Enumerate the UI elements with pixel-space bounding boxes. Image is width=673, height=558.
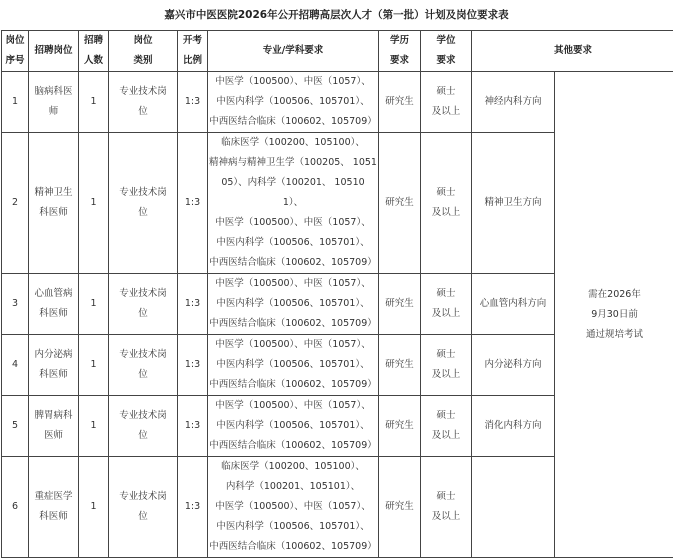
cell-post-line: 师	[29, 102, 78, 122]
cell-major-line: 中医学（100500）、中医（1057）、	[208, 72, 378, 92]
cell-major-line: 中医学（100500）、中医（1057）、	[208, 497, 378, 517]
cell-degree-line: 硕士	[421, 487, 471, 507]
cell-count: 1	[79, 457, 109, 558]
other-requirement-line: 需在2026年	[555, 285, 673, 305]
cell-degree-line: 硕士	[421, 345, 471, 365]
cell-education: 研究生	[379, 133, 421, 274]
cell-post	[29, 396, 79, 457]
cell-category-line: 位	[109, 426, 177, 446]
cell-category-line: 位	[109, 507, 177, 527]
cell-direction	[472, 457, 555, 558]
cell-seq: 4	[2, 335, 29, 396]
cell-ratio: 1:3	[178, 457, 208, 558]
cell-major-line: 中西医结合临床（100602、105709）	[208, 112, 378, 132]
cell-category-line: 位	[109, 304, 177, 324]
cell-category-line: 专业技术岗	[109, 406, 177, 426]
cell-degree-line: 硕士	[421, 284, 471, 304]
page-title: 嘉兴市中医医院2026年公开招聘高层次人才（第一批）计划及岗位要求表	[0, 0, 673, 30]
cell-degree	[421, 396, 472, 457]
cell-major	[208, 274, 379, 335]
cell-category	[109, 457, 178, 558]
cell-seq: 2	[2, 133, 29, 274]
cell-post-line: 心血管病	[29, 284, 78, 304]
cell-degree-line: 及以上	[421, 102, 471, 122]
cell-category-line: 专业技术岗	[109, 487, 177, 507]
header-other: 其他要求	[472, 31, 673, 72]
cell-major-line: 中医内科学（100506、105701）、	[208, 294, 378, 314]
cell-education: 研究生	[379, 457, 421, 558]
header-count: 招聘 人数	[79, 31, 109, 72]
cell-degree-line: 硕士	[421, 82, 471, 102]
cell-major	[208, 335, 379, 396]
cell-category-line: 专业技术岗	[109, 82, 177, 102]
cell-major-line: 中医学（100500）、中医（1057）、	[208, 396, 378, 416]
cell-count: 1	[79, 72, 109, 133]
cell-education: 研究生	[379, 72, 421, 133]
cell-major-line: 中医内科学（100506、105701）、	[208, 355, 378, 375]
cell-post-line: 内分泌病	[29, 345, 78, 365]
cell-direction: 神经内科方向	[472, 72, 555, 133]
cell-major-line: 05）、内科学（100201、 10510	[208, 173, 378, 193]
cell-category	[109, 133, 178, 274]
cell-post-line: 脾胃病科	[29, 406, 78, 426]
cell-direction: 心血管内科方向	[472, 274, 555, 335]
cell-count: 1	[79, 396, 109, 457]
cell-major	[208, 396, 379, 457]
cell-education: 研究生	[379, 335, 421, 396]
cell-direction: 内分泌科方向	[472, 335, 555, 396]
cell-category-line: 专业技术岗	[109, 345, 177, 365]
cell-degree-line: 及以上	[421, 203, 471, 223]
cell-major-line: 中医学（100500）、中医（1057）、	[208, 335, 378, 355]
cell-degree-line: 硕士	[421, 406, 471, 426]
header-education: 学历 要求	[379, 31, 421, 72]
cell-major-line: 中医内科学（100506、105701）、	[208, 233, 378, 253]
cell-count: 1	[79, 133, 109, 274]
header-degree: 学位 要求	[421, 31, 472, 72]
header-ratio: 开考 比例	[178, 31, 208, 72]
cell-post-line: 科医师	[29, 365, 78, 385]
cell-major-line: 中医学（100500）、中医（1057）、	[208, 274, 378, 294]
cell-degree	[421, 72, 472, 133]
cell-seq: 1	[2, 72, 29, 133]
cell-major-line: 中西医结合临床（100602、105709）	[208, 375, 378, 395]
cell-post	[29, 72, 79, 133]
cell-post-line: 医师	[29, 426, 78, 446]
cell-major-line: 中医内科学（100506、105701）、	[208, 517, 378, 537]
cell-seq: 5	[2, 396, 29, 457]
cell-major-line: 中西医结合临床（100602、105709）	[208, 537, 378, 557]
cell-category	[109, 335, 178, 396]
cell-count: 1	[79, 335, 109, 396]
cell-direction: 精神卫生方向	[472, 133, 555, 274]
cell-category	[109, 396, 178, 457]
cell-post-line: 精神卫生	[29, 183, 78, 203]
header-major: 专业/学科要求	[208, 31, 379, 72]
cell-ratio: 1:3	[178, 274, 208, 335]
cell-degree-line: 及以上	[421, 365, 471, 385]
cell-degree	[421, 457, 472, 558]
cell-post-line: 重症医学	[29, 487, 78, 507]
cell-category	[109, 274, 178, 335]
cell-major	[208, 133, 379, 274]
cell-major	[208, 457, 379, 558]
cell-major-line: 临床医学（100200、105100）、	[208, 457, 378, 477]
cell-category	[109, 72, 178, 133]
cell-degree-line: 及以上	[421, 304, 471, 324]
cell-seq: 6	[2, 457, 29, 558]
cell-category-line: 专业技术岗	[109, 183, 177, 203]
cell-degree	[421, 335, 472, 396]
cell-major-line: 内科学（100201、105101）、	[208, 477, 378, 497]
recruitment-table	[1, 30, 673, 558]
header-seq: 岗位 序号	[2, 31, 29, 72]
cell-category-line: 位	[109, 102, 177, 122]
header-category: 岗位 类别	[109, 31, 178, 72]
cell-degree-line: 硕士	[421, 183, 471, 203]
cell-major-line: 1）、	[208, 193, 378, 213]
other-requirement-line: 通过规培考试	[555, 325, 673, 345]
cell-degree-line: 及以上	[421, 507, 471, 527]
cell-post-line: 脑病科医	[29, 82, 78, 102]
cell-category-line: 位	[109, 203, 177, 223]
cell-ratio: 1:3	[178, 72, 208, 133]
cell-post	[29, 335, 79, 396]
cell-degree-line: 及以上	[421, 426, 471, 446]
cell-major-line: 中西医结合临床（100602、105709）	[208, 314, 378, 334]
cell-education: 研究生	[379, 396, 421, 457]
cell-major	[208, 72, 379, 133]
cell-major-line: 精神病与精神卫生学（100205、 1051	[208, 153, 378, 173]
header-post: 招聘岗位	[29, 31, 79, 72]
header-row	[2, 31, 673, 72]
cell-major-line: 临床医学（100200、105100）、	[208, 133, 378, 153]
cell-seq: 3	[2, 274, 29, 335]
cell-post-line: 科医师	[29, 203, 78, 223]
cell-major-line: 中医学（100500）、中医（1057）、	[208, 213, 378, 233]
cell-degree	[421, 274, 472, 335]
cell-ratio: 1:3	[178, 396, 208, 457]
cell-ratio: 1:3	[178, 133, 208, 274]
cell-major-line: 中西医结合临床（100602、105709）	[208, 253, 378, 273]
cell-major-line: 中西医结合临床（100602、105709）	[208, 436, 378, 456]
cell-post	[29, 133, 79, 274]
table-row	[2, 72, 673, 133]
cell-count: 1	[79, 274, 109, 335]
cell-degree	[421, 133, 472, 274]
cell-major-line: 中医内科学（100506、105701）、	[208, 416, 378, 436]
cell-education: 研究生	[379, 274, 421, 335]
cell-category-line: 位	[109, 365, 177, 385]
cell-post-line: 科医师	[29, 304, 78, 324]
cell-post	[29, 457, 79, 558]
cell-other-requirement	[555, 72, 673, 558]
cell-ratio: 1:3	[178, 335, 208, 396]
cell-post-line: 科医师	[29, 507, 78, 527]
cell-major-line: 中医内科学（100506、105701）、	[208, 92, 378, 112]
cell-post	[29, 274, 79, 335]
other-requirement-line: 9月30日前	[555, 305, 673, 325]
cell-category-line: 专业技术岗	[109, 284, 177, 304]
cell-direction: 消化内科方向	[472, 396, 555, 457]
